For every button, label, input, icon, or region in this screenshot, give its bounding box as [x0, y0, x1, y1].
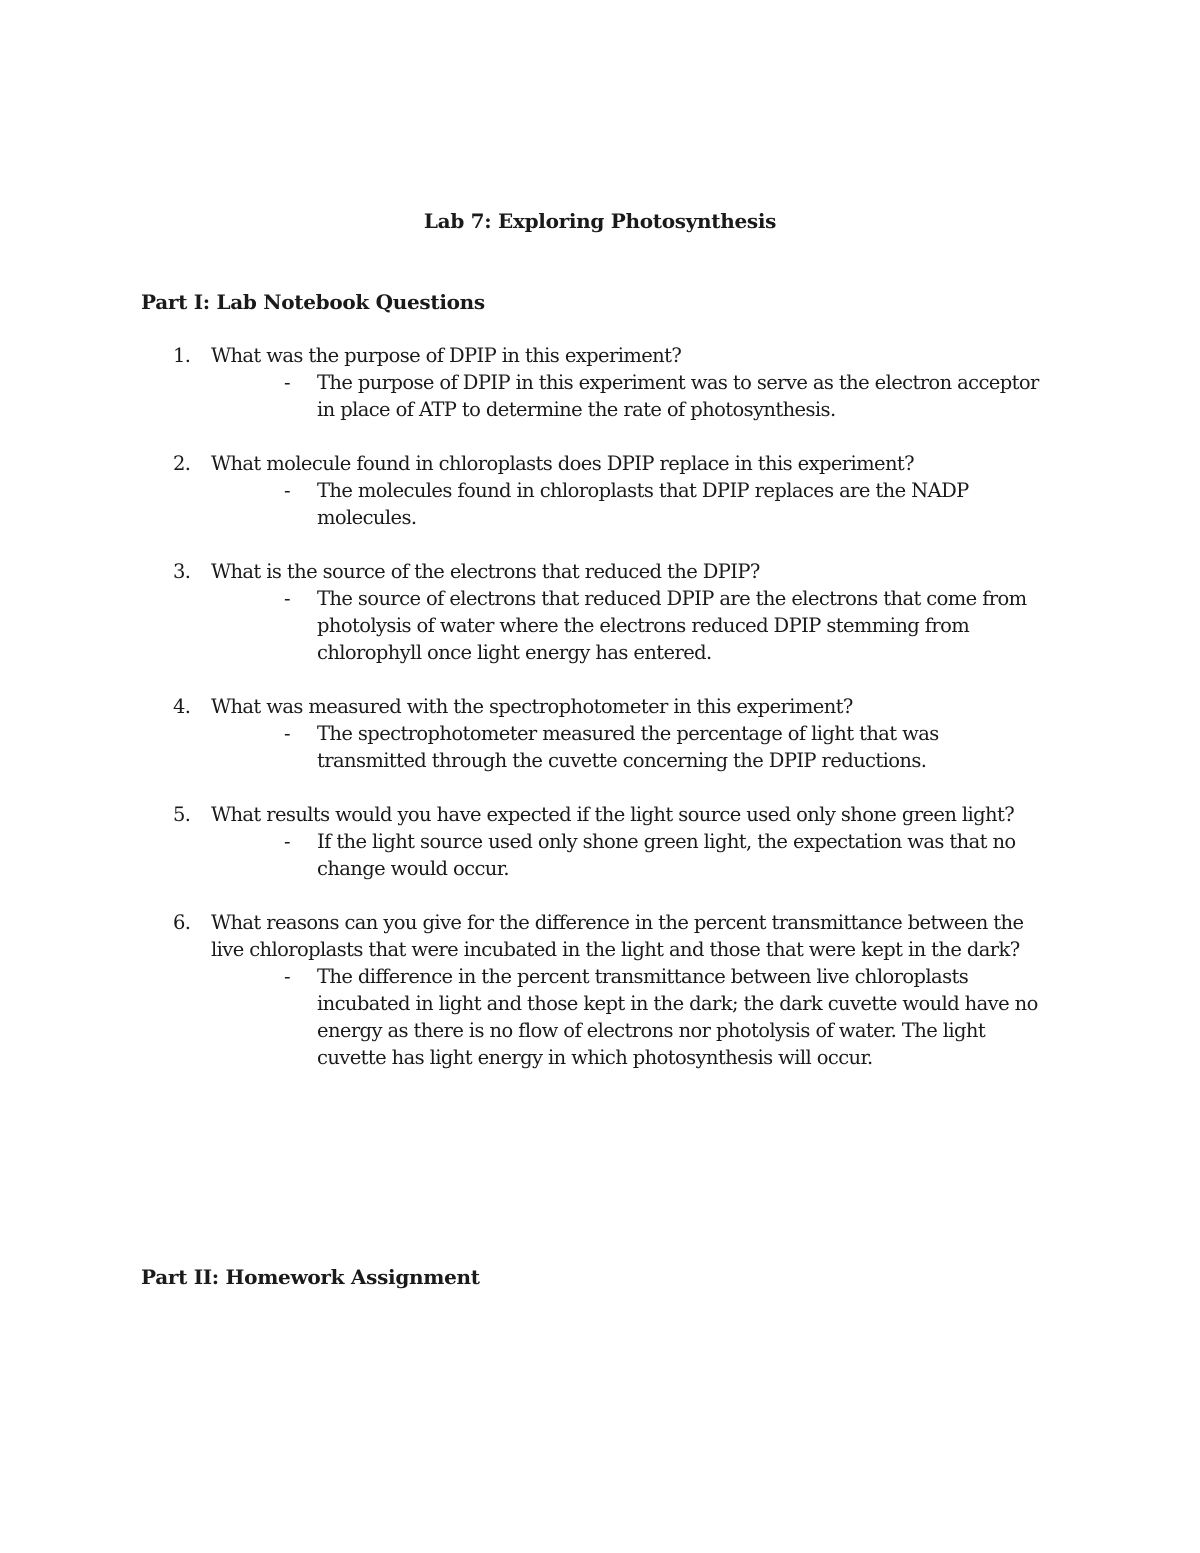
question-text: [173, 342, 1041, 369]
question-text: [173, 450, 1041, 477]
question-text: [173, 909, 1041, 963]
answer-dash: -: [284, 371, 290, 394]
answer-text: [284, 585, 1052, 666]
part-1-heading: Part I: Lab Notebook Questions: [141, 290, 485, 314]
answer-text: [284, 828, 1052, 882]
answer-text: [284, 963, 1052, 1071]
question-item-5: [0, 801, 1200, 882]
answer-dash: -: [284, 722, 290, 745]
question-text: [173, 693, 1041, 720]
question-number: 1.: [173, 344, 191, 367]
answer-dash: -: [284, 479, 290, 502]
answer-body: The molecules found in chloroplasts that DPIP replaces are the NADP molecules.: [317, 479, 969, 529]
part-2-heading: Part II: Homework Assignment: [141, 1265, 480, 1289]
question-item-1: [0, 342, 1200, 423]
question-number: 2.: [173, 452, 191, 475]
answer-dash: -: [284, 830, 290, 853]
question-body: What molecule found in chloroplasts does DPIP replace in this experiment?: [211, 452, 915, 475]
question-body: What reasons can you give for the difference in the percent transmittance between the live chloroplasts that were incubated in the light and those that were kept in the dark?: [211, 911, 1024, 961]
question-item-3: [0, 558, 1200, 666]
answer-body: The purpose of DPIP in this experiment was to serve as the electron acceptor in place of ATP to determine the rate of photosynthesis.: [317, 371, 1039, 421]
answer-text: [284, 369, 1052, 423]
question-item-4: [0, 693, 1200, 774]
question-item-6: [0, 909, 1200, 1071]
question-text: [173, 558, 1041, 585]
answer-dash: -: [284, 587, 290, 610]
question-body: What results would you have expected if the light source used only shone green light?: [211, 803, 1015, 826]
question-list: [0, 342, 1200, 1098]
answer-body: The spectrophotometer measured the percentage of light that was transmitted through the cuvette concerning the DPIP reductions.: [317, 722, 939, 772]
question-number: 5.: [173, 803, 191, 826]
question-body: What was the purpose of DPIP in this experiment?: [211, 344, 682, 367]
question-text: [173, 801, 1041, 828]
document-title: Lab 7: Exploring Photosynthesis: [423, 209, 777, 233]
question-number: 3.: [173, 560, 191, 583]
answer-text: [284, 477, 1052, 531]
answer-body: If the light source used only shone green light, the expectation was that no change would occur.: [317, 830, 1016, 880]
question-number: 4.: [173, 695, 191, 718]
question-number: 6.: [173, 911, 191, 934]
answer-body: The source of electrons that reduced DPIP are the electrons that come from photolysis of water where the electrons reduced DPIP stemming from chlorophyll once light energy has entered.: [317, 587, 1027, 664]
question-body: What was measured with the spectrophotometer in this experiment?: [211, 695, 853, 718]
question-item-2: [0, 450, 1200, 531]
answer-dash: -: [284, 965, 290, 988]
answer-text: [284, 720, 1052, 774]
question-body: What is the source of the electrons that reduced the DPIP?: [211, 560, 760, 583]
answer-body: The difference in the percent transmittance between live chloroplasts incubated in light and those kept in the dark; the dark cuvette would have no energy as there is no flow of electrons nor photolysis of water. The light cuvette has light energy in which photosynthesis will occur.: [317, 965, 1038, 1069]
